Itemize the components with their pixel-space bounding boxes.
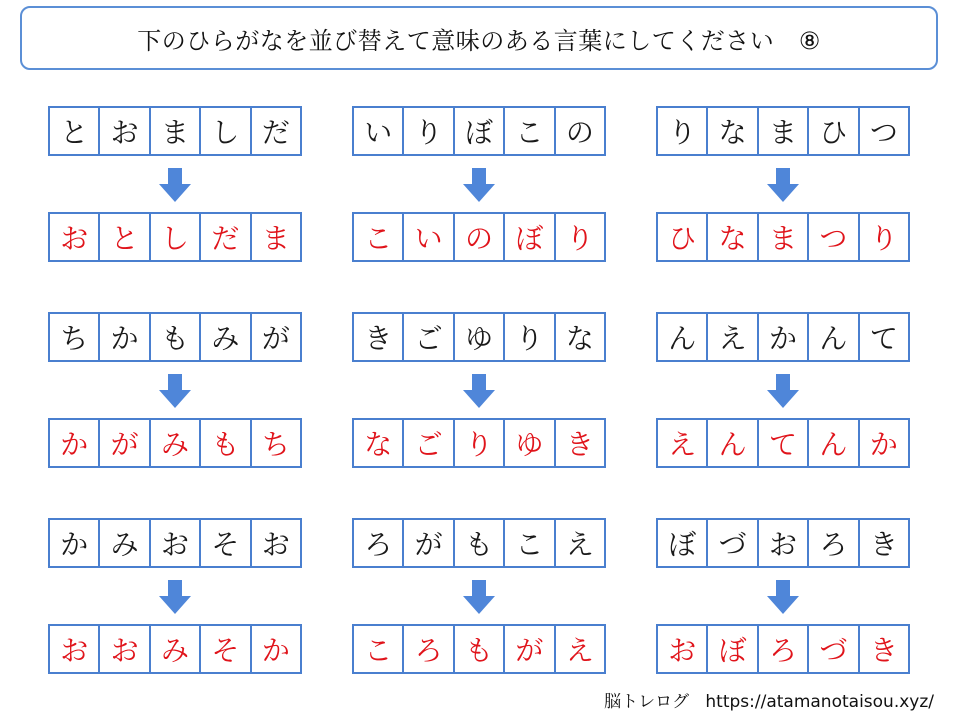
puzzle-5 — [352, 312, 606, 468]
question-cell: り — [503, 314, 553, 360]
question-row — [48, 312, 302, 362]
question-cell: い — [364, 116, 393, 149]
answer-cell: こ — [364, 222, 393, 255]
question-cell: な — [554, 314, 604, 360]
question-cell: き — [364, 322, 393, 355]
down-arrow-icon — [159, 580, 191, 614]
question-row — [352, 312, 606, 362]
question-cell: ま — [757, 108, 807, 154]
puzzle-2 — [352, 106, 606, 262]
answer-cell: お — [98, 626, 148, 672]
puzzle-1 — [48, 106, 302, 262]
down-arrow-icon — [767, 580, 799, 614]
question-row — [352, 518, 606, 568]
answer-cell: り — [554, 214, 604, 260]
question-cell: ぼ — [453, 108, 503, 154]
question-cell: ん — [807, 314, 857, 360]
answer-cell: も — [453, 626, 503, 672]
down-arrow-icon — [159, 374, 191, 408]
answer-cell: い — [402, 214, 452, 260]
answer-cell: づ — [807, 626, 857, 672]
down-arrow-icon — [463, 168, 495, 202]
question-cell: お — [149, 520, 199, 566]
question-row — [48, 106, 302, 156]
down-arrow-icon — [159, 168, 191, 202]
answer-cell: ろ — [402, 626, 452, 672]
puzzle-6 — [656, 312, 910, 468]
answer-cell: き — [554, 420, 604, 466]
answer-cell: え — [668, 428, 697, 461]
answer-cell: お — [668, 634, 697, 667]
footer-brand: 脳トレログ — [604, 692, 690, 712]
question-cell: み — [98, 520, 148, 566]
question-cell: て — [858, 314, 908, 360]
puzzle-3 — [656, 106, 910, 262]
question-cell: つ — [858, 108, 908, 154]
answer-row — [656, 418, 910, 468]
answer-cell: ぼ — [706, 626, 756, 672]
answer-cell: ひ — [668, 222, 697, 255]
answer-row — [352, 418, 606, 468]
answer-row — [352, 624, 606, 674]
puzzle-7 — [48, 518, 302, 674]
answer-cell: か — [60, 428, 89, 461]
down-arrow-icon — [767, 374, 799, 408]
question-cell: ゆ — [453, 314, 503, 360]
puzzle-8 — [352, 518, 606, 674]
question-cell: づ — [706, 520, 756, 566]
question-cell: ご — [402, 314, 452, 360]
question-cell: ろ — [364, 528, 393, 561]
question-cell: が — [250, 314, 300, 360]
question-cell: か — [757, 314, 807, 360]
answer-cell: ま — [250, 214, 300, 260]
answer-cell: ご — [402, 420, 452, 466]
answer-cell: と — [98, 214, 148, 260]
question-cell: え — [554, 520, 604, 566]
page-title: 下のひらがなを並び替えて意味のある言葉にしてください ⑧ — [137, 26, 821, 55]
question-cell: も — [453, 520, 503, 566]
question-cell: と — [60, 116, 89, 149]
answer-row — [656, 212, 910, 262]
puzzle-4 — [48, 312, 302, 468]
question-cell: そ — [199, 520, 249, 566]
answer-cell: ゆ — [503, 420, 553, 466]
answer-row — [48, 624, 302, 674]
answer-cell: か — [250, 626, 300, 672]
question-cell: ち — [60, 322, 89, 355]
answer-cell: そ — [199, 626, 249, 672]
down-arrow-icon — [463, 580, 495, 614]
answer-cell: な — [706, 214, 756, 260]
question-cell: が — [402, 520, 452, 566]
footer-url[interactable]: https://atamanotaisou.xyz/ — [705, 692, 934, 712]
question-cell: し — [199, 108, 249, 154]
puzzle-9 — [656, 518, 910, 674]
question-row — [352, 106, 606, 156]
answer-row — [656, 624, 910, 674]
question-cell: か — [98, 314, 148, 360]
answer-cell: ろ — [757, 626, 807, 672]
answer-cell: み — [149, 420, 199, 466]
question-cell: き — [858, 520, 908, 566]
answer-row — [48, 418, 302, 468]
answer-cell: り — [453, 420, 503, 466]
question-cell: も — [149, 314, 199, 360]
answer-cell: つ — [807, 214, 857, 260]
answer-cell: が — [98, 420, 148, 466]
question-cell: り — [402, 108, 452, 154]
question-cell: こ — [503, 520, 553, 566]
question-row — [48, 518, 302, 568]
answer-cell: て — [757, 420, 807, 466]
answer-cell: か — [858, 420, 908, 466]
question-cell: ろ — [807, 520, 857, 566]
answer-cell: み — [149, 626, 199, 672]
question-cell: ひ — [807, 108, 857, 154]
title-banner — [20, 6, 938, 70]
answer-cell: も — [199, 420, 249, 466]
question-cell: お — [98, 108, 148, 154]
down-arrow-icon — [767, 168, 799, 202]
answer-cell: の — [453, 214, 503, 260]
answer-cell: が — [503, 626, 553, 672]
answer-row — [352, 212, 606, 262]
answer-cell: な — [364, 428, 393, 461]
question-row — [656, 518, 910, 568]
question-cell: ん — [668, 322, 697, 355]
answer-cell: き — [858, 626, 908, 672]
answer-cell: こ — [364, 634, 393, 667]
question-cell: ぼ — [668, 528, 697, 561]
question-cell: か — [60, 528, 89, 561]
question-cell: お — [757, 520, 807, 566]
answer-cell: ん — [807, 420, 857, 466]
down-arrow-icon — [463, 374, 495, 408]
answer-row — [48, 212, 302, 262]
answer-cell: だ — [199, 214, 249, 260]
answer-cell: お — [60, 222, 89, 255]
answer-cell: し — [149, 214, 199, 260]
question-cell: お — [250, 520, 300, 566]
question-cell: ま — [149, 108, 199, 154]
answer-cell: ぼ — [503, 214, 553, 260]
question-row — [656, 106, 910, 156]
question-cell: え — [706, 314, 756, 360]
question-cell: の — [554, 108, 604, 154]
question-row — [656, 312, 910, 362]
question-cell: み — [199, 314, 249, 360]
question-cell: り — [668, 116, 697, 149]
question-cell: だ — [250, 108, 300, 154]
question-cell: こ — [503, 108, 553, 154]
footer — [604, 687, 934, 712]
question-cell: な — [706, 108, 756, 154]
answer-cell: ま — [757, 214, 807, 260]
answer-cell: ん — [706, 420, 756, 466]
answer-cell: り — [858, 214, 908, 260]
answer-cell: え — [554, 626, 604, 672]
answer-cell: ち — [250, 420, 300, 466]
answer-cell: お — [60, 634, 89, 667]
